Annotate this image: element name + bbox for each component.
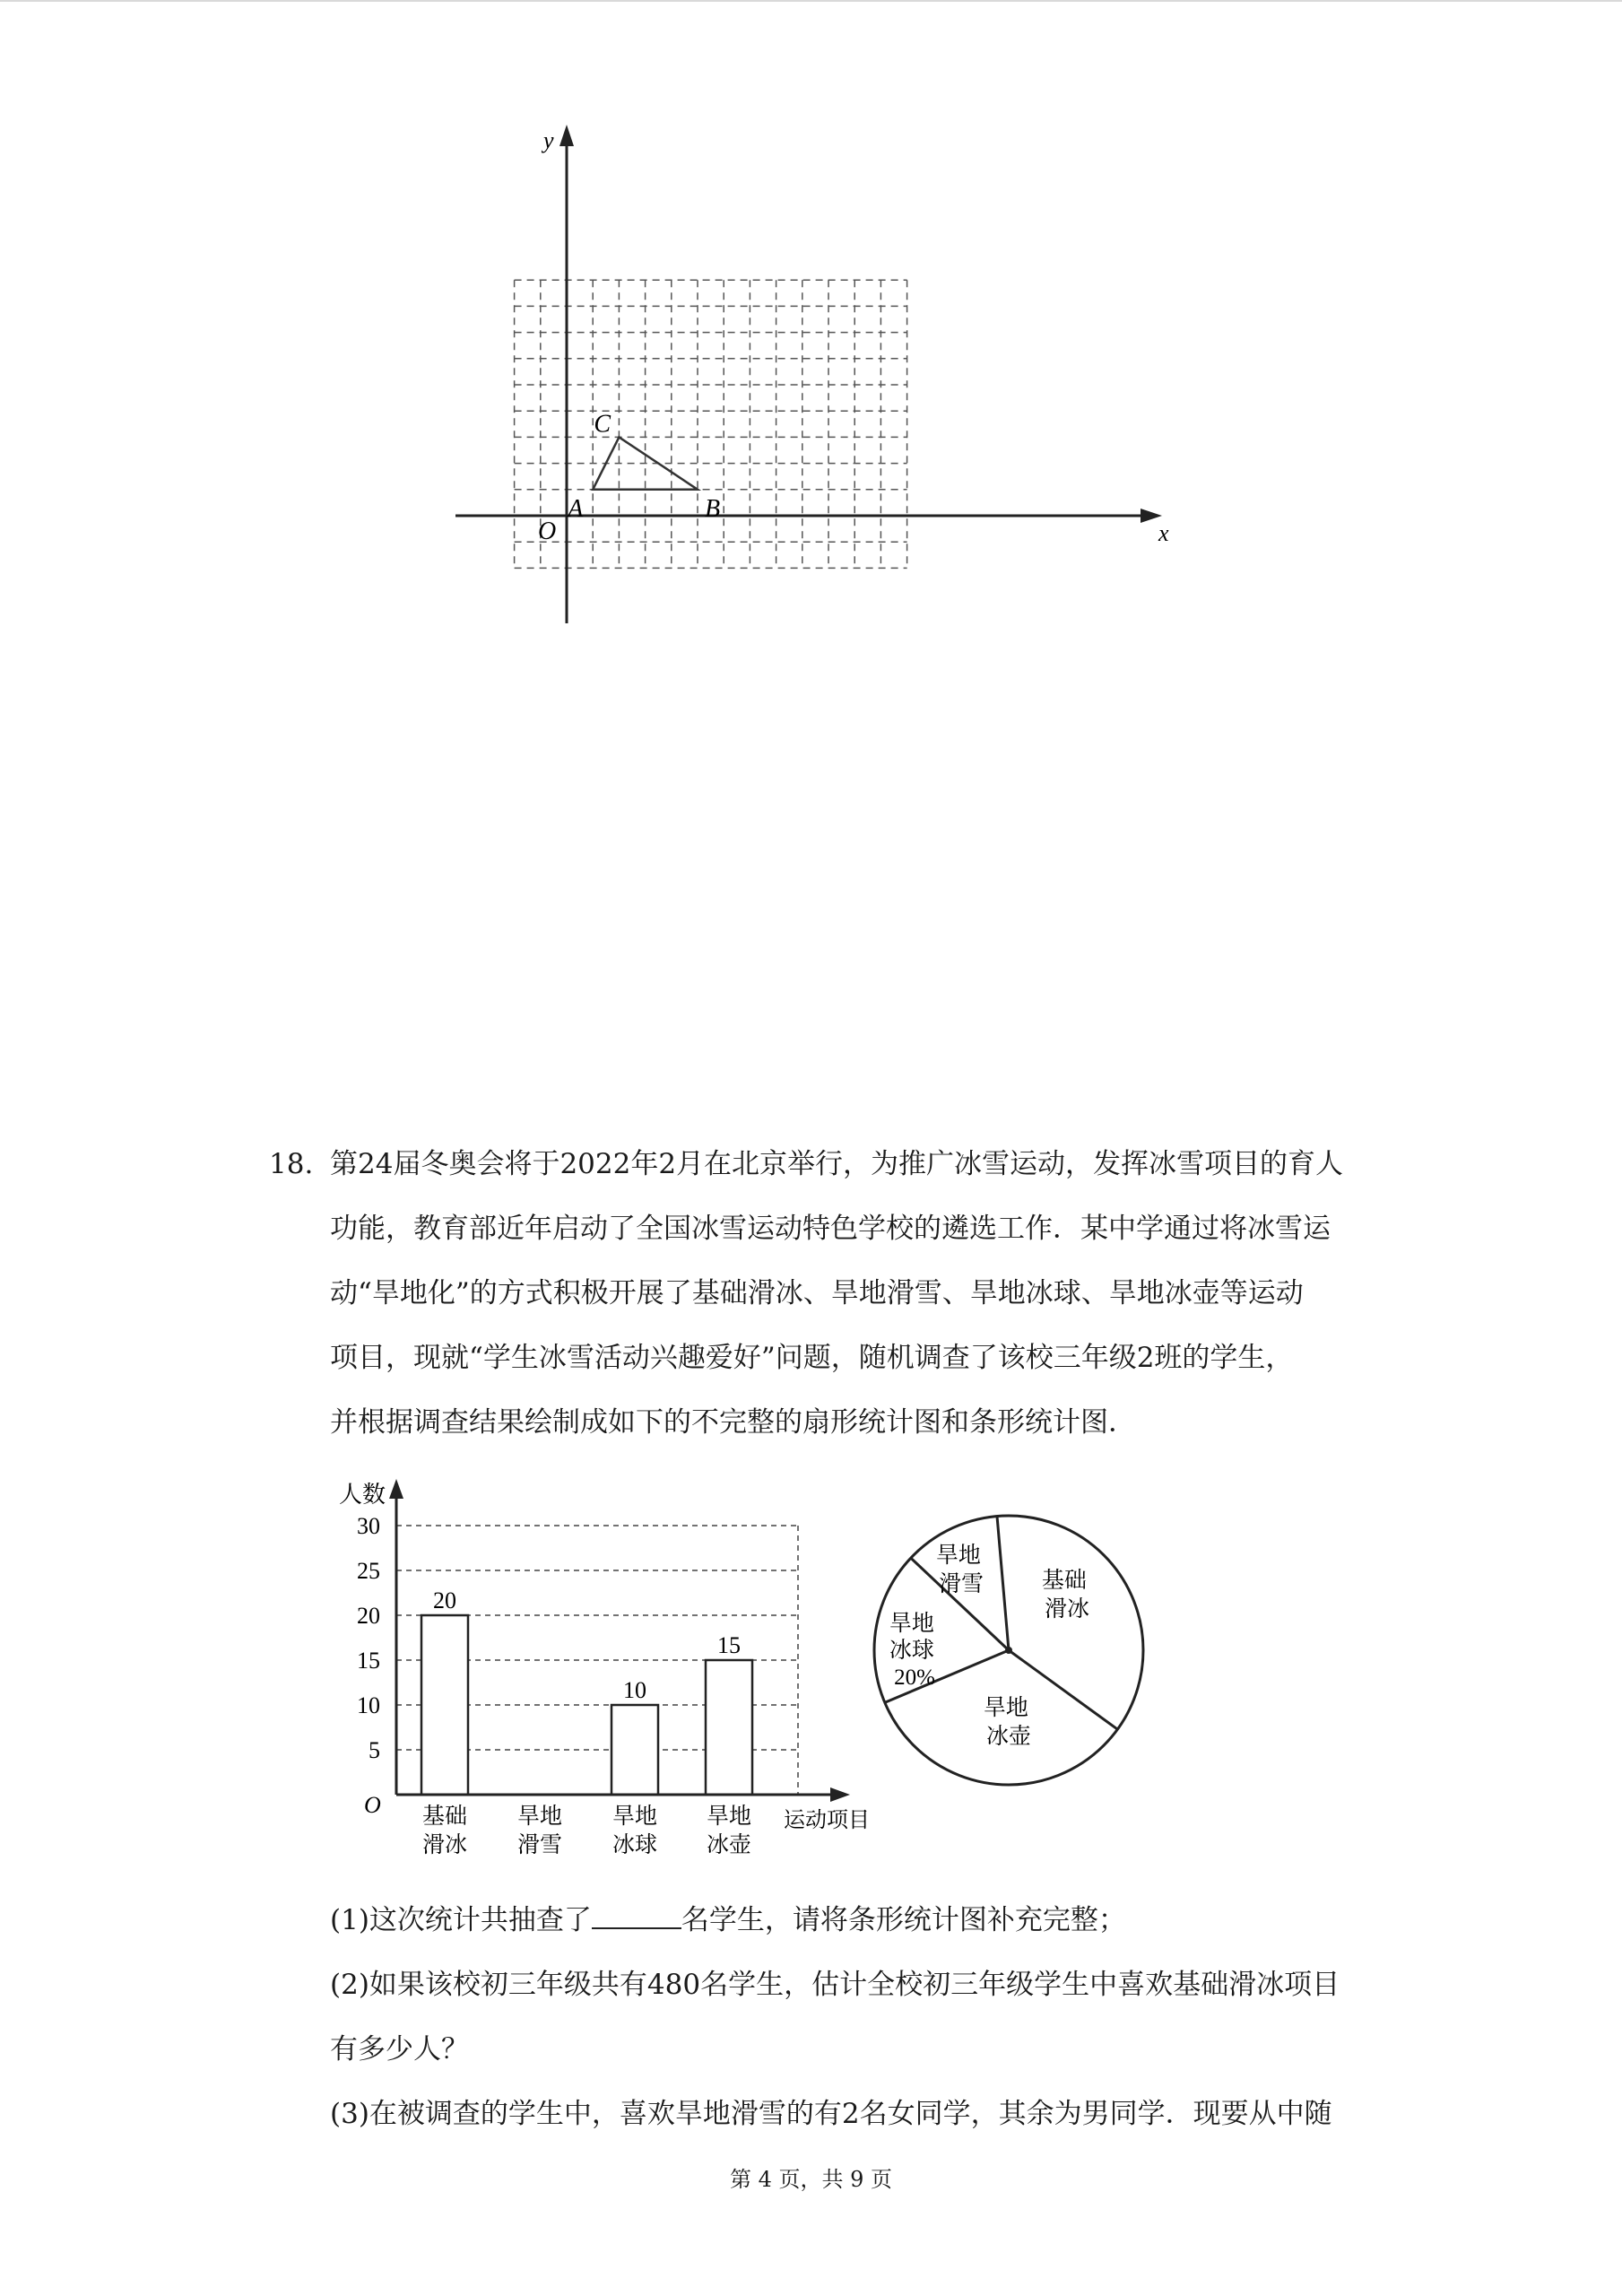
y-axis-arrow-icon: [559, 125, 574, 146]
bar: [706, 1660, 752, 1795]
point-a-label: A: [568, 494, 584, 523]
pie-label-huaxue: 旱地 滑雪: [935, 1544, 984, 1596]
pie-label-bingmu: 旱地 冰壶: [983, 1696, 1032, 1749]
bar-value-label: 10: [623, 1677, 646, 1703]
answer-blank[interactable]: [592, 1900, 681, 1929]
question-2-line-2: 有多少人？: [330, 2033, 469, 2066]
bar-origin-label: O: [364, 1792, 381, 1818]
bar-y-axis-arrow-icon: [389, 1479, 403, 1499]
problem-line: 动“旱地化”的方式积极开展了基础滑冰、旱地滑雪、旱地冰球、旱地冰壶等运动: [330, 1277, 1304, 1309]
pie-chart: [870, 1507, 1157, 1794]
coordinate-figure: [448, 121, 1184, 641]
bar: [612, 1705, 658, 1795]
bar-y-tick-label: 20: [357, 1603, 380, 1629]
bar-value-label: 20: [433, 1587, 456, 1613]
coordinate-grid: [515, 280, 907, 568]
bar-y-tick-label: 5: [369, 1737, 380, 1763]
bar-y-tick-label: 15: [357, 1648, 380, 1674]
problem-line: 功能，教育部近年启动了全国冰雪运动特色学校的遴选工作．某中学通过将冰雪运: [330, 1213, 1331, 1245]
bar: [421, 1615, 468, 1795]
bar-y-tick-label: 10: [357, 1692, 380, 1718]
bar-chart-marks: [357, 1513, 752, 1857]
problem-line: 第24届冬奥会将于2022年2月在北京举行，为推广冰雪运动，发挥冰雪项目的育人: [330, 1148, 1344, 1180]
pie-center-dot: [1005, 1647, 1012, 1654]
bar-category-label: 冰壶: [706, 1833, 752, 1857]
pie-label-bingqiu: 旱地 冰球 20%: [889, 1612, 935, 1690]
x-axis-label: x: [1158, 520, 1169, 546]
question-1-text-end: 名学生，请将条形统计图补充完整；: [681, 1904, 1126, 1936]
bar-y-tick-label: 25: [357, 1558, 380, 1584]
bar-category-label: 旱地: [516, 1805, 563, 1829]
origin-label: O: [538, 517, 557, 545]
bar-category-label: 冰球: [612, 1833, 658, 1857]
bar-y-tick-label: 30: [357, 1513, 380, 1539]
bar-category-label: 滑冰: [421, 1833, 468, 1857]
point-b-label: B: [705, 494, 721, 523]
bar-y-axis-label: 人数: [339, 1482, 386, 1508]
problem-line: 并根据调查结果绘制成如下的不完整的扇形统计图和条形统计图．: [330, 1406, 1136, 1439]
problem-line: 项目，现就“学生冰雪活动兴趣爱好”问题，随机调查了该校三年级2班的学生，: [330, 1342, 1294, 1374]
bar-x-axis-label: 运动项目: [784, 1809, 870, 1832]
question-1: [330, 1897, 1126, 1937]
bar-x-axis-arrow-icon: [830, 1787, 850, 1802]
question-2-line-1: (2)如果该校初三年级共有480名学生，估计全校初三年级学生中喜欢基础滑冰项目: [330, 1969, 1340, 2001]
page-footer: 第 4 页，共 9 页: [729, 2167, 893, 2192]
bar-category-label: 旱地: [612, 1805, 658, 1829]
question-1-text: (1)这次统计共抽查了: [330, 1904, 592, 1936]
question-3-line-1: (3)在被调查的学生中，喜欢旱地滑雪的有2名女同学，其余为男同学．现要从中随: [330, 2098, 1332, 2130]
bar-category-label: 滑雪: [516, 1833, 563, 1857]
problem-text: [330, 1132, 1361, 1455]
problem-number: 18.: [269, 1148, 314, 1180]
page-top-rule: [0, 0, 1622, 2]
point-c-label: C: [594, 410, 612, 439]
pie-divider: [997, 1517, 1009, 1650]
bar-category-label: 旱地: [706, 1805, 752, 1829]
pie-label-jichu: 基础 滑冰: [1041, 1569, 1090, 1622]
bar-chart: [323, 1475, 897, 1870]
y-axis-label: y: [543, 127, 554, 153]
bar-category-label: 基础: [421, 1805, 468, 1829]
bar-value-label: 15: [717, 1632, 741, 1658]
